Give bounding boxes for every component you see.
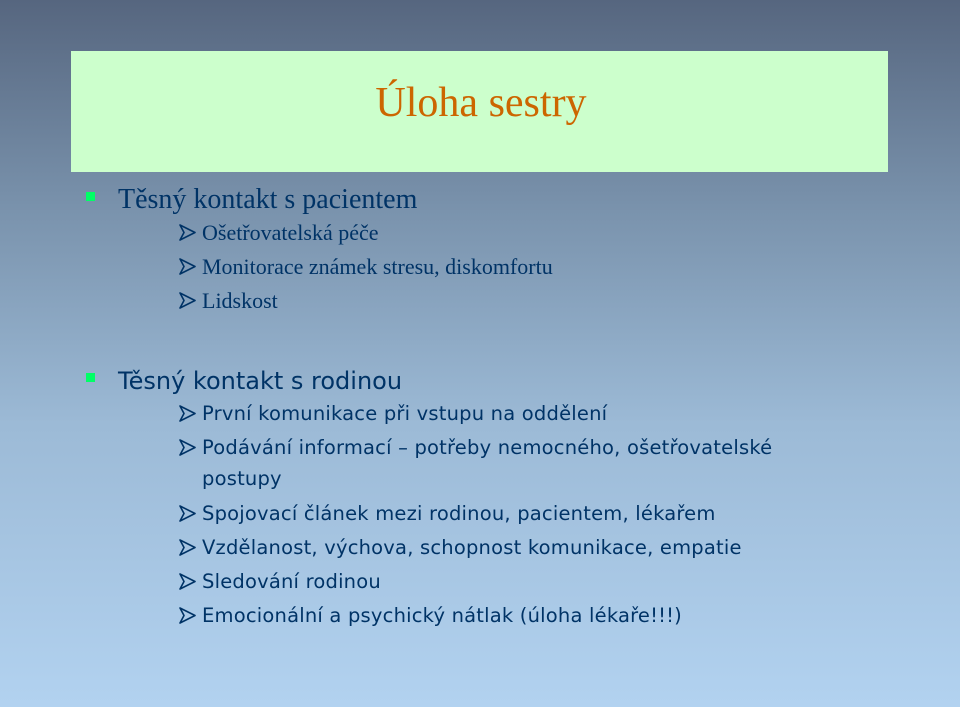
list-item [86, 287, 946, 321]
list-item [86, 602, 946, 636]
square-bullet-icon [86, 192, 95, 201]
list-item-text: Monitorace známek stresu, diskomfortu [202, 254, 553, 279]
list-item [86, 568, 946, 602]
slide-title: Úloha sestry [375, 80, 587, 126]
list-item-text: Lidskost [202, 288, 278, 313]
list-item [86, 400, 946, 434]
list-item [86, 253, 946, 287]
list-item-text: Podávání informací – potřeby nemocného, ošetřovatelské [202, 436, 773, 459]
arrowhead-bullet-icon [178, 607, 196, 624]
arrowhead-bullet-icon [178, 573, 196, 590]
arrowhead-bullet-icon [178, 439, 196, 456]
section-heading [86, 366, 946, 400]
section-heading-text: Těsný kontakt s pacientem [118, 184, 418, 215]
section-heading [86, 185, 946, 219]
arrowhead-bullet-icon [178, 539, 196, 556]
list-item [86, 500, 946, 534]
list-item [86, 534, 946, 568]
list-item-text: postupy [202, 467, 282, 490]
list-item-text: Sledování rodinou [202, 570, 381, 593]
arrowhead-bullet-icon [178, 292, 196, 309]
arrowhead-bullet-icon [178, 405, 196, 422]
list-item-text: Emocionální a psychický nátlak (úloha lékaře!!!) [202, 604, 682, 627]
arrowhead-bullet-icon [178, 258, 196, 275]
arrowhead-bullet-icon [178, 505, 196, 522]
arrowhead-bullet-icon [178, 224, 196, 241]
list-item-continuation [86, 465, 946, 500]
list-item [86, 219, 946, 253]
section-patient [86, 185, 946, 321]
list-item [86, 434, 946, 465]
list-item-text: Vzdělanost, výchova, schopnost komunikace, empatie [202, 536, 742, 559]
list-item-text: Ošetřovatelská péče [202, 220, 379, 245]
list-item-text: První komunikace při vstupu na oddělení [202, 402, 608, 425]
square-bullet-icon [86, 373, 95, 382]
section-heading-text: Těsný kontakt s rodinou [118, 367, 403, 395]
section-family [86, 366, 946, 636]
list-item-text: Spojovací článek mezi rodinou, pacientem, lékařem [202, 502, 716, 525]
